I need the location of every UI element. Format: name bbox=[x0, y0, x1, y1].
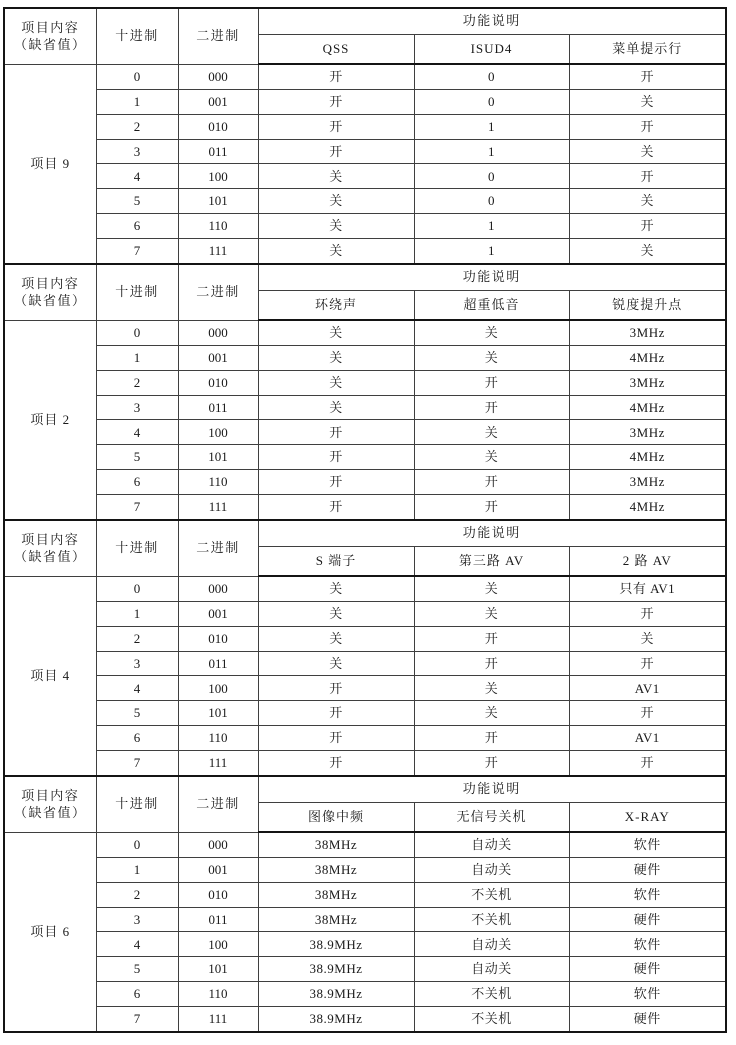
value-cell: 开 bbox=[414, 651, 569, 676]
value-cell: 38.9MHz bbox=[258, 957, 414, 982]
function-description-header: 功能说明 bbox=[258, 8, 726, 34]
binary-cell: 010 bbox=[178, 370, 258, 395]
value-cell: 关 bbox=[569, 626, 726, 651]
value-cell: 4MHz bbox=[569, 346, 726, 371]
value-cell: 关 bbox=[258, 320, 414, 346]
value-cell: 开 bbox=[569, 64, 726, 90]
decimal-header: 十进制 bbox=[96, 8, 178, 64]
value-cell: 开 bbox=[569, 114, 726, 139]
value-cell: 只有 AV1 bbox=[569, 576, 726, 602]
table-row bbox=[4, 957, 726, 982]
binary-cell: 001 bbox=[178, 90, 258, 115]
table-row bbox=[4, 858, 726, 883]
column-header: 2 路 AV bbox=[569, 546, 726, 576]
value-cell: 开 bbox=[414, 395, 569, 420]
item-content-header-line2: （缺省值） bbox=[13, 37, 87, 53]
table-row bbox=[4, 626, 726, 651]
column-header: QSS bbox=[258, 34, 414, 64]
value-cell: 4MHz bbox=[569, 395, 726, 420]
binary-cell: 001 bbox=[178, 346, 258, 371]
binary-cell: 101 bbox=[178, 445, 258, 470]
item-content-header-line1: 项目内容 bbox=[21, 275, 80, 291]
decimal-cell: 2 bbox=[96, 370, 178, 395]
function-description-header: 功能说明 bbox=[258, 264, 726, 290]
value-cell: 软件 bbox=[569, 982, 726, 1007]
binary-cell: 100 bbox=[178, 932, 258, 957]
item-content-header bbox=[4, 520, 96, 576]
value-cell: 开 bbox=[258, 750, 414, 776]
value-cell: 开 bbox=[258, 90, 414, 115]
value-cell: 关 bbox=[258, 238, 414, 264]
value-cell: 关 bbox=[258, 370, 414, 395]
column-header: 图像中频 bbox=[258, 802, 414, 832]
value-cell: 关 bbox=[569, 238, 726, 264]
value-cell: 自动关 bbox=[414, 932, 569, 957]
value-cell: AV1 bbox=[569, 726, 726, 751]
decimal-header: 十进制 bbox=[96, 776, 178, 832]
value-cell: 开 bbox=[569, 651, 726, 676]
binary-cell: 011 bbox=[178, 651, 258, 676]
value-cell: 自动关 bbox=[414, 957, 569, 982]
value-cell: 1 bbox=[414, 238, 569, 264]
value-cell: 关 bbox=[414, 701, 569, 726]
decimal-cell: 2 bbox=[96, 882, 178, 907]
decimal-cell: 7 bbox=[96, 494, 178, 520]
decimal-header: 十进制 bbox=[96, 520, 178, 576]
value-cell: 开 bbox=[569, 164, 726, 189]
value-cell: 关 bbox=[258, 602, 414, 627]
value-cell: 38.9MHz bbox=[258, 932, 414, 957]
binary-cell: 010 bbox=[178, 626, 258, 651]
decimal-cell: 3 bbox=[96, 651, 178, 676]
item-label-cell: 项目 6 bbox=[4, 832, 96, 1032]
value-cell: 0 bbox=[414, 189, 569, 214]
decimal-cell: 5 bbox=[96, 957, 178, 982]
table-row bbox=[4, 651, 726, 676]
column-header: 第三路 AV bbox=[414, 546, 569, 576]
decimal-cell: 7 bbox=[96, 238, 178, 264]
value-cell: 关 bbox=[569, 139, 726, 164]
binary-cell: 110 bbox=[178, 726, 258, 751]
value-cell: 开 bbox=[414, 750, 569, 776]
value-cell: 关 bbox=[258, 164, 414, 189]
binary-cell: 011 bbox=[178, 907, 258, 932]
decimal-cell: 5 bbox=[96, 701, 178, 726]
value-cell: 开 bbox=[414, 370, 569, 395]
value-cell: 1 bbox=[414, 139, 569, 164]
value-cell: 关 bbox=[569, 189, 726, 214]
binary-cell: 011 bbox=[178, 395, 258, 420]
table-row bbox=[4, 64, 726, 90]
table-row bbox=[4, 395, 726, 420]
value-cell: 关 bbox=[414, 346, 569, 371]
value-cell: 38MHz bbox=[258, 882, 414, 907]
value-cell: 38.9MHz bbox=[258, 1006, 414, 1032]
value-cell: 开 bbox=[258, 494, 414, 520]
binary-cell: 111 bbox=[178, 494, 258, 520]
binary-cell: 101 bbox=[178, 701, 258, 726]
value-cell: 硬件 bbox=[569, 858, 726, 883]
table-row bbox=[4, 676, 726, 701]
value-cell: 3MHz bbox=[569, 470, 726, 495]
value-cell: 开 bbox=[569, 701, 726, 726]
table-row bbox=[4, 1006, 726, 1032]
decimal-cell: 4 bbox=[96, 932, 178, 957]
item-label-cell: 项目 4 bbox=[4, 576, 96, 776]
table-row bbox=[4, 90, 726, 115]
value-cell: 硬件 bbox=[569, 907, 726, 932]
binary-cell: 100 bbox=[178, 164, 258, 189]
table-row bbox=[4, 320, 726, 346]
value-cell: 开 bbox=[258, 701, 414, 726]
table-row bbox=[4, 470, 726, 495]
binary-cell: 011 bbox=[178, 139, 258, 164]
decimal-cell: 6 bbox=[96, 982, 178, 1007]
value-cell: 不关机 bbox=[414, 907, 569, 932]
value-cell: 开 bbox=[258, 726, 414, 751]
value-cell: 关 bbox=[258, 395, 414, 420]
decimal-cell: 0 bbox=[96, 832, 178, 858]
section-table-项目 4 bbox=[3, 519, 727, 777]
value-cell: 3MHz bbox=[569, 320, 726, 346]
table-row bbox=[4, 882, 726, 907]
value-cell: 0 bbox=[414, 64, 569, 90]
column-header: 超重低音 bbox=[414, 290, 569, 320]
dip-switch-settings-table bbox=[3, 7, 725, 1033]
column-header: ISUD4 bbox=[414, 34, 569, 64]
binary-header: 二进制 bbox=[178, 8, 258, 64]
table-row bbox=[4, 114, 726, 139]
binary-cell: 000 bbox=[178, 576, 258, 602]
value-cell: 3MHz bbox=[569, 420, 726, 445]
item-content-header-line1: 项目内容 bbox=[21, 531, 80, 547]
table-row bbox=[4, 346, 726, 371]
decimal-cell: 6 bbox=[96, 214, 178, 239]
binary-cell: 001 bbox=[178, 602, 258, 627]
binary-cell: 110 bbox=[178, 982, 258, 1007]
binary-cell: 001 bbox=[178, 858, 258, 883]
value-cell: 关 bbox=[414, 676, 569, 701]
decimal-cell: 0 bbox=[96, 576, 178, 602]
value-cell: 关 bbox=[258, 626, 414, 651]
value-cell: 开 bbox=[258, 420, 414, 445]
binary-cell: 010 bbox=[178, 882, 258, 907]
item-label-cell: 项目 9 bbox=[4, 64, 96, 264]
decimal-cell: 1 bbox=[96, 858, 178, 883]
function-description-header: 功能说明 bbox=[258, 520, 726, 546]
decimal-cell: 5 bbox=[96, 445, 178, 470]
value-cell: 关 bbox=[414, 576, 569, 602]
item-content-header-line1: 项目内容 bbox=[21, 19, 80, 35]
value-cell: 4MHz bbox=[569, 445, 726, 470]
decimal-header: 十进制 bbox=[96, 264, 178, 320]
section-table-项目 9 bbox=[3, 7, 727, 265]
decimal-cell: 4 bbox=[96, 420, 178, 445]
binary-cell: 100 bbox=[178, 420, 258, 445]
value-cell: 开 bbox=[569, 750, 726, 776]
table-row bbox=[4, 701, 726, 726]
decimal-cell: 5 bbox=[96, 189, 178, 214]
value-cell: 开 bbox=[258, 445, 414, 470]
table-row bbox=[4, 370, 726, 395]
value-cell: 开 bbox=[414, 726, 569, 751]
table-row bbox=[4, 214, 726, 239]
value-cell: 开 bbox=[414, 626, 569, 651]
value-cell: 开 bbox=[258, 64, 414, 90]
decimal-cell: 4 bbox=[96, 676, 178, 701]
decimal-cell: 7 bbox=[96, 750, 178, 776]
table-row bbox=[4, 982, 726, 1007]
table-row bbox=[4, 907, 726, 932]
value-cell: 1 bbox=[414, 214, 569, 239]
binary-cell: 111 bbox=[178, 750, 258, 776]
section-table-项目 6 bbox=[3, 775, 727, 1033]
binary-cell: 000 bbox=[178, 832, 258, 858]
table-row bbox=[4, 602, 726, 627]
value-cell: 关 bbox=[258, 214, 414, 239]
table-row bbox=[4, 726, 726, 751]
binary-cell: 110 bbox=[178, 214, 258, 239]
value-cell: 1 bbox=[414, 114, 569, 139]
value-cell: AV1 bbox=[569, 676, 726, 701]
value-cell: 38.9MHz bbox=[258, 982, 414, 1007]
value-cell: 关 bbox=[414, 602, 569, 627]
binary-cell: 111 bbox=[178, 1006, 258, 1032]
value-cell: 关 bbox=[569, 90, 726, 115]
table-row bbox=[4, 776, 726, 802]
binary-header: 二进制 bbox=[178, 520, 258, 576]
binary-cell: 101 bbox=[178, 957, 258, 982]
binary-cell: 000 bbox=[178, 64, 258, 90]
value-cell: 关 bbox=[414, 320, 569, 346]
value-cell: 0 bbox=[414, 164, 569, 189]
table-row bbox=[4, 832, 726, 858]
table-row bbox=[4, 164, 726, 189]
value-cell: 开 bbox=[258, 139, 414, 164]
table-row bbox=[4, 932, 726, 957]
value-cell: 关 bbox=[414, 420, 569, 445]
item-content-header-line1: 项目内容 bbox=[21, 787, 80, 803]
section-table-项目 2 bbox=[3, 263, 727, 521]
column-header: X-RAY bbox=[569, 802, 726, 832]
table-row bbox=[4, 420, 726, 445]
column-header: S 端子 bbox=[258, 546, 414, 576]
table-row bbox=[4, 576, 726, 602]
column-header: 无信号关机 bbox=[414, 802, 569, 832]
value-cell: 开 bbox=[569, 214, 726, 239]
column-header: 菜单提示行 bbox=[569, 34, 726, 64]
decimal-cell: 0 bbox=[96, 320, 178, 346]
binary-cell: 110 bbox=[178, 470, 258, 495]
value-cell: 软件 bbox=[569, 882, 726, 907]
value-cell: 开 bbox=[258, 676, 414, 701]
value-cell: 软件 bbox=[569, 832, 726, 858]
value-cell: 自动关 bbox=[414, 832, 569, 858]
table-row bbox=[4, 8, 726, 34]
value-cell: 关 bbox=[258, 346, 414, 371]
decimal-cell: 3 bbox=[96, 395, 178, 420]
decimal-cell: 4 bbox=[96, 164, 178, 189]
value-cell: 关 bbox=[414, 445, 569, 470]
item-content-header-line2: （缺省值） bbox=[13, 805, 87, 821]
binary-cell: 101 bbox=[178, 189, 258, 214]
decimal-cell: 0 bbox=[96, 64, 178, 90]
value-cell: 开 bbox=[569, 602, 726, 627]
binary-cell: 010 bbox=[178, 114, 258, 139]
table-row bbox=[4, 750, 726, 776]
decimal-cell: 1 bbox=[96, 602, 178, 627]
table-row bbox=[4, 264, 726, 290]
table-row bbox=[4, 520, 726, 546]
value-cell: 软件 bbox=[569, 932, 726, 957]
value-cell: 硬件 bbox=[569, 957, 726, 982]
item-content-header-line2: （缺省值） bbox=[13, 549, 87, 565]
decimal-cell: 7 bbox=[96, 1006, 178, 1032]
table-row bbox=[4, 189, 726, 214]
column-header: 锐度提升点 bbox=[569, 290, 726, 320]
value-cell: 4MHz bbox=[569, 494, 726, 520]
value-cell: 关 bbox=[258, 576, 414, 602]
value-cell: 开 bbox=[414, 470, 569, 495]
decimal-cell: 1 bbox=[96, 90, 178, 115]
value-cell: 不关机 bbox=[414, 882, 569, 907]
value-cell: 关 bbox=[258, 189, 414, 214]
table-row bbox=[4, 139, 726, 164]
item-content-header bbox=[4, 8, 96, 64]
table-row bbox=[4, 494, 726, 520]
decimal-cell: 2 bbox=[96, 114, 178, 139]
decimal-cell: 3 bbox=[96, 139, 178, 164]
value-cell: 38MHz bbox=[258, 858, 414, 883]
value-cell: 开 bbox=[258, 470, 414, 495]
decimal-cell: 3 bbox=[96, 907, 178, 932]
value-cell: 硬件 bbox=[569, 1006, 726, 1032]
item-label-cell: 项目 2 bbox=[4, 320, 96, 520]
table-row bbox=[4, 445, 726, 470]
decimal-cell: 1 bbox=[96, 346, 178, 371]
value-cell: 自动关 bbox=[414, 858, 569, 883]
item-content-header bbox=[4, 776, 96, 832]
value-cell: 关 bbox=[258, 651, 414, 676]
value-cell: 不关机 bbox=[414, 982, 569, 1007]
value-cell: 38MHz bbox=[258, 907, 414, 932]
function-description-header: 功能说明 bbox=[258, 776, 726, 802]
binary-header: 二进制 bbox=[178, 776, 258, 832]
value-cell: 开 bbox=[414, 494, 569, 520]
table-row bbox=[4, 238, 726, 264]
item-content-header bbox=[4, 264, 96, 320]
value-cell: 不关机 bbox=[414, 1006, 569, 1032]
item-content-header-line2: （缺省值） bbox=[13, 293, 87, 309]
binary-header: 二进制 bbox=[178, 264, 258, 320]
column-header: 环绕声 bbox=[258, 290, 414, 320]
value-cell: 开 bbox=[258, 114, 414, 139]
value-cell: 38MHz bbox=[258, 832, 414, 858]
binary-cell: 111 bbox=[178, 238, 258, 264]
binary-cell: 100 bbox=[178, 676, 258, 701]
decimal-cell: 2 bbox=[96, 626, 178, 651]
binary-cell: 000 bbox=[178, 320, 258, 346]
decimal-cell: 6 bbox=[96, 470, 178, 495]
decimal-cell: 6 bbox=[96, 726, 178, 751]
value-cell: 3MHz bbox=[569, 370, 726, 395]
value-cell: 0 bbox=[414, 90, 569, 115]
